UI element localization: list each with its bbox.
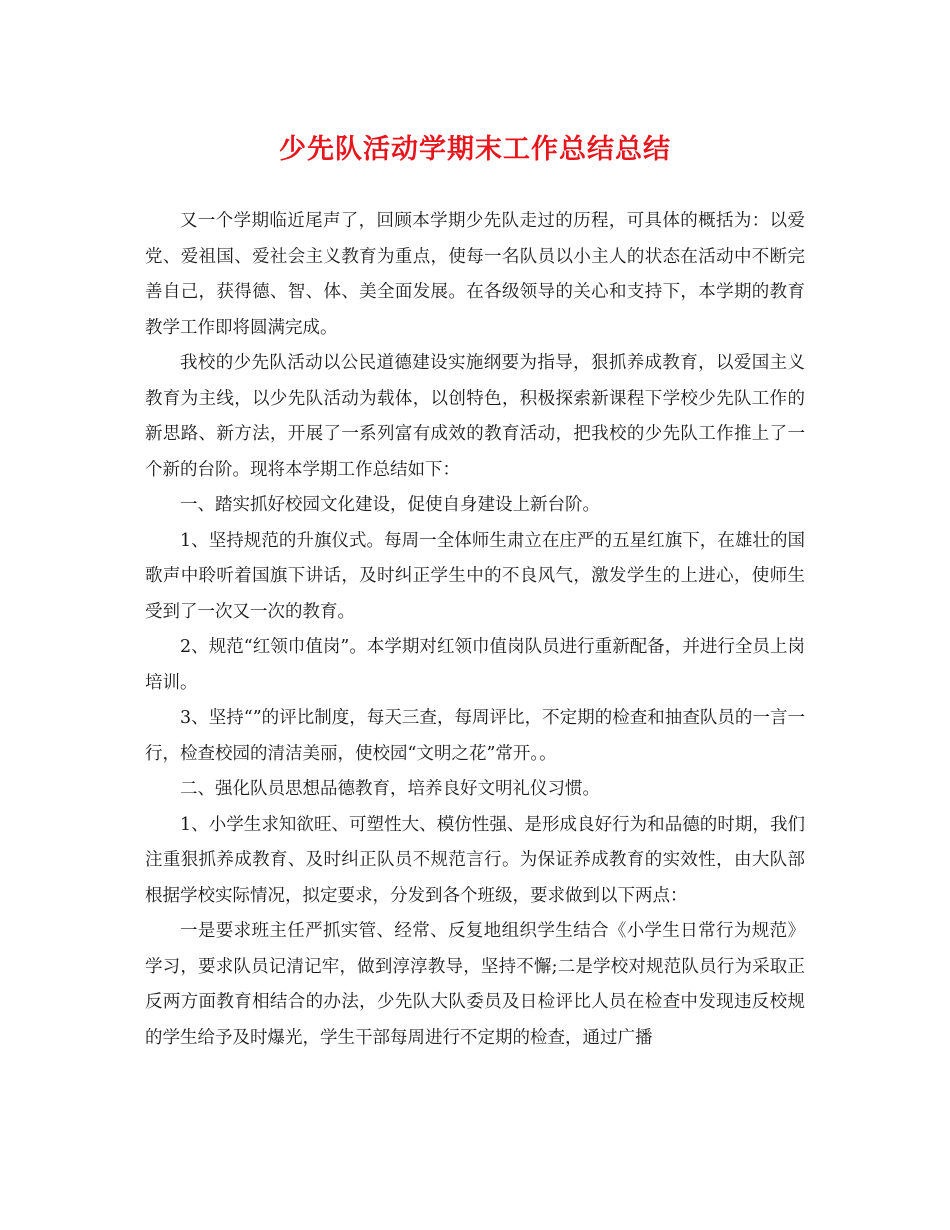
paragraph-item-1-1: 1、坚持规范的升旗仪式。每周一全体师生肃立在庄严的五星红旗下，在雄壮的国歌声中聆听着国旗下讲话，及时纠正学生中的不良风气，激发学生的上进心，使师生受到了一次又一次的教育。 [145,530,805,622]
paragraph-item-1-2: 2、规范“红领巾值岗”。本学期对红领巾值岗队员进行重新配备，并进行全员上岗培训。 [145,637,805,693]
section-heading-1: 一、踏实抓好校园文化建设，促使自身建设上新台阶。 [180,495,600,515]
paragraph-item-2-detail: 一是要求班主任严抓实管、经常、反复地组织学生结合《小学生日常行为规范》学习，要求队员记清记牢，做到淳淳教导，坚持不懈;二是学校对规范队员行为采取正反两方面教育相结合的办法，少先队大队委员及日检评比人员在检查中发现违反校规的学生给予及时爆光，学生干部每周进行不定期的检查，通过广播 [145,921,805,1048]
section-heading-2: 二、强化队员思想品德教育，培养良好文明礼仪习惯。 [180,779,600,799]
paragraph-item-1-3: 3、坚持“”的评比制度，每天三查，每周评比，不定期的检查和抽查队员的一言一行，检查校园的清洁美丽，使校园“文明之花”常开。。 [145,708,805,764]
document-title: 少先队活动学期末工作总结总结 [279,134,671,165]
document-body [145,204,805,1056]
paragraph-overview: 我校的少先队活动以公民道德建设实施纲要为指导，狠抓养成教育，以爱国主义教育为主线，以少先队活动为载体，以创特色，积极探索新课程下学校少先队工作的新思路、新方法，开展了一系列富有成效的教育活动，把我校的少先队工作推上了一个新的台阶。现将本学期工作总结如下： [145,353,805,480]
paragraph-intro: 又一个学期临近尾声了，回顾本学期少先队走过的历程，可具体的概括为：以爱党、爱祖国、爱社会主义教育为重点，使每一名队员以小主人的状态在活动中不断完善自己，获得德、智、体、美全面发展。在各级领导的关心和支持下，本学期的教育教学工作即将圆满完成。 [145,211,805,338]
paragraph-item-2-1: 1、小学生求知欲旺、可塑性大、模仿性强、是形成良好行为和品德的时期，我们注重狠抓养成教育、及时纠正队员不规范言行。为保证养成教育的实效性，由大队部根据学校实际情况，拟定要求，分发到各个班级，要求做到以下两点： [145,814,805,906]
